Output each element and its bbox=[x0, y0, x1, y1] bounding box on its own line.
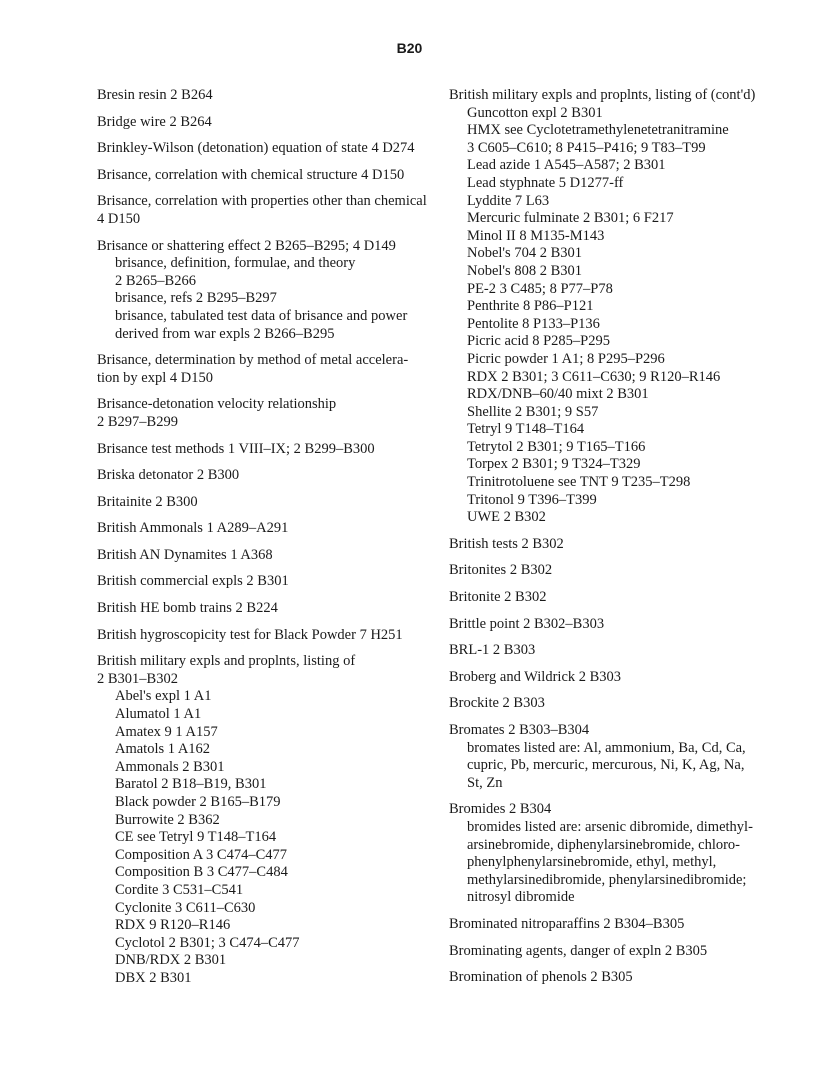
index-subentry bbox=[449, 386, 794, 404]
index-entry-text: Brisance, correlation with properties other than chemical bbox=[97, 193, 427, 210]
index-entry-text: Brockite 2 B303 bbox=[449, 695, 545, 712]
index-subentry-text: Pentolite 8 P133–P136 bbox=[467, 315, 600, 332]
index-subentry-text: CE see Tetryl 9 T148–T164 bbox=[115, 829, 277, 846]
index-subentry bbox=[449, 316, 794, 334]
index-entry-heading bbox=[97, 520, 447, 538]
index-entry bbox=[449, 616, 794, 634]
index-subentry bbox=[97, 917, 447, 935]
index-subentry-text: brisance, definition, formulae, and theory bbox=[115, 255, 356, 272]
index-entry-heading bbox=[449, 87, 794, 105]
index-subentry-text: Baratol 2 B18–B19, B301 bbox=[115, 776, 267, 793]
index-entry-heading bbox=[97, 441, 447, 459]
index-subentry-text: RDX 9 R120–R146 bbox=[115, 917, 231, 934]
index-entry bbox=[449, 642, 794, 660]
index-entry-heading bbox=[449, 589, 794, 607]
index-subentry-text: Cordite 3 C531–C541 bbox=[115, 881, 244, 898]
index-subentry bbox=[449, 509, 794, 527]
index-entry-text: Brisance test methods 1 VIII–IX; 2 B299–B300 bbox=[97, 440, 375, 457]
index-subentry-text: Trinitrotoluene see TNT 9 T235–T298 bbox=[467, 474, 691, 491]
index-entry bbox=[449, 943, 794, 961]
index-subentry bbox=[449, 298, 794, 316]
index-subentry-text: brisance, tabulated test data of brisance and power bbox=[115, 307, 408, 324]
index-entry bbox=[97, 193, 447, 228]
index-entry-text: Brisance-detonation velocity relationship bbox=[97, 396, 337, 413]
index-entry bbox=[97, 547, 447, 565]
index-entry-text: Brinkley-Wilson (detonation) equation of state 4 D274 bbox=[97, 140, 415, 157]
index-subentry-text: Abel's expl 1 A1 bbox=[115, 688, 212, 705]
index-entry bbox=[449, 536, 794, 554]
index-entry-text: Brominating agents, danger of expln 2 B305 bbox=[449, 942, 708, 959]
index-entry-text: British Ammonals 1 A289–A291 bbox=[97, 520, 289, 537]
index-subentry bbox=[97, 794, 447, 812]
index-subentry-text: UWE 2 B302 bbox=[467, 509, 546, 526]
index-subentry bbox=[449, 740, 794, 793]
index-entry-text: British hygroscopicity test for Black Powder 7 H251 bbox=[97, 626, 403, 643]
index-entry-text: British military expls and proplnts, listing of bbox=[97, 653, 356, 670]
index-subentry-text: Ammonals 2 B301 bbox=[115, 758, 225, 775]
index-subentry bbox=[97, 864, 447, 882]
index-subentry-text: nitrosyl dibromide bbox=[467, 889, 575, 906]
index-entry-heading bbox=[449, 695, 794, 713]
index-entry bbox=[449, 969, 794, 987]
index-entry-heading bbox=[449, 943, 794, 961]
index-subentry-text: derived from war expls 2 B266–B295 bbox=[115, 325, 335, 342]
index-subentry-text: Mercuric fulminate 2 B301; 6 F217 bbox=[467, 210, 674, 227]
index-subentry-text: Lead styphnate 5 D1277-ff bbox=[467, 174, 624, 191]
index-subentry bbox=[97, 688, 447, 706]
index-entry-heading bbox=[449, 722, 794, 740]
index-subentry-text: Lyddite 7 L63 bbox=[467, 192, 550, 209]
index-entry bbox=[97, 441, 447, 459]
index-subentry-text: RDX/DNB–60/40 mixt 2 B301 bbox=[467, 386, 649, 403]
index-subentry-text: arsinebromide, diphenylarsinebromide, chloro- bbox=[467, 836, 741, 853]
index-subentry-text: Penthrite 8 P86–P121 bbox=[467, 298, 594, 315]
index-entry-text: British AN Dynamites 1 A368 bbox=[97, 546, 273, 563]
index-entry-heading bbox=[97, 627, 447, 645]
index-entry bbox=[97, 114, 447, 132]
page-label: B20 bbox=[396, 40, 423, 56]
index-entry-text: 4 D150 bbox=[97, 210, 141, 227]
index-entry-text: Brisance, correlation with chemical structure 4 D150 bbox=[97, 166, 405, 183]
index-subentry bbox=[97, 776, 447, 794]
index-entry-heading bbox=[97, 193, 447, 228]
index-subentry bbox=[449, 245, 794, 263]
index-entry-text: Bridge wire 2 B264 bbox=[97, 113, 212, 130]
index-entry bbox=[97, 494, 447, 512]
index-entry-text: Bresin resin 2 B264 bbox=[97, 87, 213, 103]
index-entry-heading bbox=[449, 642, 794, 660]
index-entry bbox=[449, 562, 794, 580]
index-subentry bbox=[97, 970, 447, 988]
index-subentry bbox=[97, 308, 447, 343]
index-entry-heading bbox=[97, 396, 447, 431]
index-subentry-text: Picric powder 1 A1; 8 P295–P296 bbox=[467, 350, 665, 367]
index-entry-heading bbox=[97, 494, 447, 512]
index-entry bbox=[97, 627, 447, 645]
index-subentry bbox=[97, 741, 447, 759]
index-subentry-text: cupric, Pb, mercuric, mercurous, Ni, K, Ag, Na, bbox=[467, 757, 745, 774]
index-subentry bbox=[449, 122, 794, 157]
index-subentry-text: Composition B 3 C477–C484 bbox=[115, 864, 288, 881]
index-entry-heading bbox=[97, 140, 447, 158]
index-entry bbox=[97, 600, 447, 618]
index-entry bbox=[97, 167, 447, 185]
index-subentry-text: Cyclonite 3 C611–C630 bbox=[115, 899, 256, 916]
index-subentry-text: HMX see Cyclotetramethylenetetranitramine bbox=[467, 122, 729, 139]
index-subentry-text: Alumatol 1 A1 bbox=[115, 706, 202, 723]
index-entry-text: British military expls and proplnts, listing of (cont'd) bbox=[449, 87, 756, 103]
index-entry-text: Brisance or shattering effect 2 B265–B295; 4 D149 bbox=[97, 237, 396, 254]
index-entry-heading bbox=[97, 167, 447, 185]
index-entry-heading bbox=[449, 801, 794, 819]
index-entry-heading bbox=[97, 352, 447, 387]
index-entry-text: Brittle point 2 B302–B303 bbox=[449, 615, 605, 632]
index-entry bbox=[449, 669, 794, 687]
index-entry-text: British commercial expls 2 B301 bbox=[97, 573, 289, 590]
index-entry bbox=[97, 467, 447, 485]
index-entry-heading bbox=[97, 653, 447, 688]
index-subentry-text: Nobel's 704 2 B301 bbox=[467, 245, 582, 262]
index-subentry bbox=[97, 812, 447, 830]
index-subentry-text: Nobel's 808 2 B301 bbox=[467, 262, 582, 279]
index-subentry bbox=[449, 439, 794, 457]
index-subentry bbox=[449, 263, 794, 281]
index-subentry bbox=[449, 404, 794, 422]
index-entry-text: Brominated nitroparaffins 2 B304–B305 bbox=[449, 915, 685, 932]
index-entry-heading bbox=[449, 536, 794, 554]
index-subentry-text: Guncotton expl 2 B301 bbox=[467, 104, 603, 121]
index-subentry-text: Composition A 3 C474–C477 bbox=[115, 846, 288, 863]
index-subentry bbox=[449, 333, 794, 351]
index-subentry-text: Tetrytol 2 B301; 9 T165–T166 bbox=[467, 438, 646, 455]
index-entry bbox=[449, 589, 794, 607]
index-entry bbox=[97, 520, 447, 538]
index-entry-text: Broberg and Wildrick 2 B303 bbox=[449, 668, 622, 685]
index-subentry bbox=[97, 847, 447, 865]
index-subentry-text: Picric acid 8 P285–P295 bbox=[467, 333, 610, 350]
index-entry bbox=[97, 238, 447, 344]
index-entry-text: Britainite 2 B300 bbox=[97, 493, 198, 510]
index-subentry bbox=[97, 706, 447, 724]
index-entry bbox=[449, 801, 794, 907]
index-subentry bbox=[97, 759, 447, 777]
index-subentry bbox=[97, 724, 447, 742]
index-subentry-text: Tritonol 9 T396–T399 bbox=[467, 491, 597, 508]
index-entry-text: Britonites 2 B302 bbox=[449, 562, 553, 579]
index-entry-text: BRL-1 2 B303 bbox=[449, 642, 536, 659]
index-subentry-text: Tetryl 9 T148–T164 bbox=[467, 421, 585, 438]
index-entry-heading bbox=[449, 969, 794, 987]
index-entry-heading bbox=[97, 87, 447, 105]
index-entry-heading bbox=[97, 467, 447, 485]
index-subentry bbox=[449, 819, 794, 907]
index-entry bbox=[97, 352, 447, 387]
index-subentry bbox=[449, 492, 794, 510]
index-entry-text: 2 B301–B302 bbox=[97, 670, 178, 687]
index-column-left bbox=[97, 87, 447, 997]
index-entry bbox=[449, 695, 794, 713]
index-entry-heading bbox=[97, 114, 447, 132]
index-subentry bbox=[449, 193, 794, 211]
index-subentry bbox=[449, 351, 794, 369]
index-entry-text: Bromination of phenols 2 B305 bbox=[449, 969, 633, 986]
index-subentry-text: Minol II 8 M135-M143 bbox=[467, 227, 605, 244]
index-subentry-text: bromides listed are: arsenic dibromide, dimethyl- bbox=[467, 818, 753, 835]
index-subentry-text: 3 C605–C610; 8 P415–P416; 9 T83–T99 bbox=[467, 139, 706, 156]
index-subentry-text: Cyclotol 2 B301; 3 C474–C477 bbox=[115, 934, 300, 951]
index-subentry bbox=[97, 255, 447, 290]
index-subentry-text: 2 B265–B266 bbox=[115, 272, 196, 289]
index-subentry bbox=[449, 281, 794, 299]
index-subentry bbox=[97, 829, 447, 847]
index-subentry-text: Burrowite 2 B362 bbox=[115, 811, 220, 828]
index-entry-heading bbox=[449, 916, 794, 934]
index-entry-heading bbox=[449, 562, 794, 580]
index-subentry-text: DBX 2 B301 bbox=[115, 969, 192, 986]
index-entry bbox=[97, 653, 447, 987]
index-subentry-text: Black powder 2 B165–B179 bbox=[115, 794, 281, 810]
index-entry bbox=[97, 87, 447, 105]
index-entry-heading bbox=[97, 573, 447, 591]
index-subentry-text: DNB/RDX 2 B301 bbox=[115, 952, 227, 969]
index-entry-text: Britonite 2 B302 bbox=[449, 589, 547, 606]
index-subentry bbox=[97, 290, 447, 308]
index-subentry bbox=[97, 900, 447, 918]
index-subentry-text: Shellite 2 B301; 9 S57 bbox=[467, 403, 599, 420]
index-entry bbox=[97, 140, 447, 158]
index-entry-text: 2 B297–B299 bbox=[97, 413, 178, 430]
index-subentry-text: Torpex 2 B301; 9 T324–T329 bbox=[467, 456, 641, 473]
index-entry bbox=[449, 87, 794, 527]
index-entry bbox=[97, 396, 447, 431]
index-subentry bbox=[449, 421, 794, 439]
index-subentry-text: Amatex 9 1 A157 bbox=[115, 723, 218, 740]
index-entry-text: British HE bomb trains 2 B224 bbox=[97, 600, 278, 617]
index-entry-heading bbox=[449, 669, 794, 687]
index-subentry-text: bromates listed are: Al, ammonium, Ba, Cd, Ca, bbox=[467, 739, 746, 756]
index-entry-heading bbox=[97, 600, 447, 618]
index-subentry bbox=[449, 228, 794, 246]
index-entry-heading bbox=[97, 547, 447, 565]
index-entry bbox=[449, 916, 794, 934]
index-subentry bbox=[97, 952, 447, 970]
index-subentry bbox=[449, 369, 794, 387]
index-subentry bbox=[449, 175, 794, 193]
index-entry-text: tion by expl 4 D150 bbox=[97, 369, 213, 386]
index-subentry bbox=[97, 935, 447, 953]
index-entry-text: Brisance, determination by method of metal accelera- bbox=[97, 352, 409, 369]
index-subentry-text: brisance, refs 2 B295–B297 bbox=[115, 290, 277, 307]
index-entry-heading bbox=[449, 616, 794, 634]
index-subentry bbox=[449, 456, 794, 474]
index-subentry bbox=[449, 210, 794, 228]
index-entry-heading bbox=[97, 238, 447, 256]
index-entry-text: Briska detonator 2 B300 bbox=[97, 467, 240, 484]
index-subentry-text: RDX 2 B301; 3 C611–C630; 9 R120–R146 bbox=[467, 368, 721, 385]
index-entry-text: Bromates 2 B303–B304 bbox=[449, 722, 590, 738]
index-entry-text: Bromides 2 B304 bbox=[449, 801, 552, 818]
index-subentry bbox=[449, 157, 794, 175]
index-subentry bbox=[97, 882, 447, 900]
index-subentry-text: St, Zn bbox=[467, 774, 503, 791]
index-subentry bbox=[449, 474, 794, 492]
index-subentry-text: methylarsinedibromide, phenylarsinedibromide; bbox=[467, 871, 747, 888]
index-subentry-text: Amatols 1 A162 bbox=[115, 741, 211, 758]
index-entry-text: British tests 2 B302 bbox=[449, 535, 564, 552]
index-subentry bbox=[449, 105, 794, 123]
index-subentry-text: PE-2 3 C485; 8 P77–P78 bbox=[467, 280, 613, 297]
index-subentry-text: Lead azide 1 A545–A587; 2 B301 bbox=[467, 157, 666, 174]
index-entry bbox=[97, 573, 447, 591]
index-entry bbox=[449, 722, 794, 792]
index-subentry-text: phenylphenylarsinebromide, ethyl, methyl, bbox=[467, 854, 717, 871]
index-column-right bbox=[449, 87, 794, 996]
